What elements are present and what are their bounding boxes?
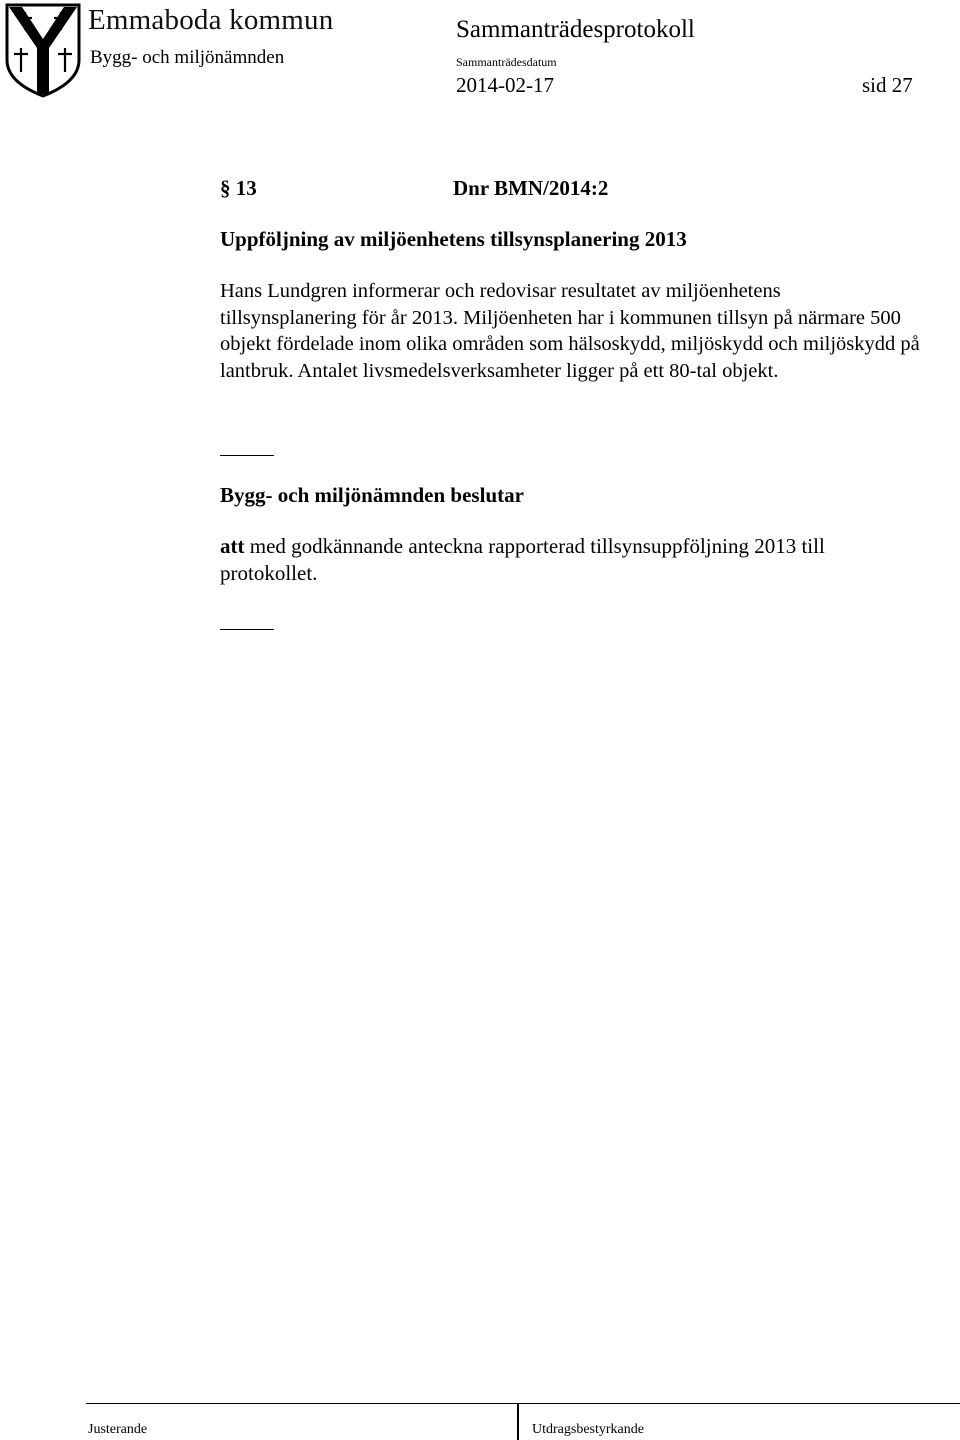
item-body: Hans Lundgren informerar och redovisar resultatet av miljöenhetens tillsynsplanering för år 2013. Miljöenheten har i kommunen tillsyn på närmare 500 objekt fördelade inom olika områden som hälsoskydd, miljöskydd och miljöskydd på lantbruk. Antalet livsmedelsverksamheter ligger på ett 80-tal objekt. <box>220 280 920 382</box>
municipality-name: Emmaboda kommun <box>88 4 334 36</box>
diary-number: Dnr BMN/2014:2 <box>453 176 609 200</box>
decision-heading: Bygg- och miljönämnden beslutar <box>220 483 524 507</box>
footer-label-left: Justerande <box>88 1422 148 1437</box>
emmaboda-coat-of-arms-icon <box>4 2 82 98</box>
separator-line <box>220 629 274 630</box>
paragraph-number: § 13 <box>220 176 257 200</box>
footer-line <box>86 1403 960 1404</box>
decision-body: med godkännande anteckna rapporterad tillsynsuppföljning 2013 till protokollet. <box>220 534 825 585</box>
footer-divider <box>517 1403 519 1440</box>
decision-text <box>220 533 920 587</box>
page-number: sid 27 <box>862 73 913 97</box>
decision-keyword: att <box>220 534 245 558</box>
board-name: Bygg- och miljönämnden <box>90 47 285 68</box>
item-title: Uppföljning av miljöenhetens tillsynsplanering 2013 <box>220 227 687 251</box>
date-label: Sammanträdesdatum <box>456 55 557 69</box>
meeting-date: 2014-02-17 <box>456 73 554 97</box>
footer-label-right: Utdragsbestyrkande <box>532 1422 644 1437</box>
document-type: Sammanträdesprotokoll <box>456 16 695 43</box>
separator-line <box>220 455 274 456</box>
